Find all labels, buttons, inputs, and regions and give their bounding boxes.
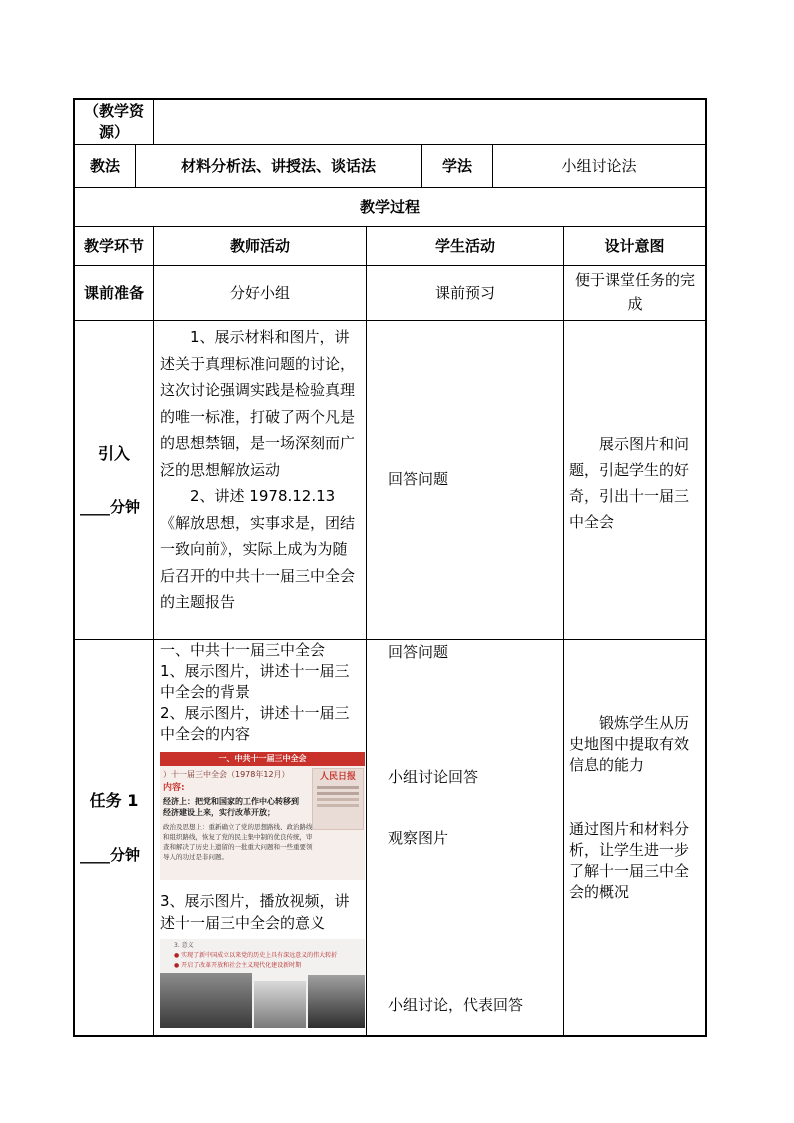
task1-teacher-line4: 3、展示图片，播放视频，讲述十一届三中全会的意义: [160, 892, 350, 932]
intro-student: 回答问题: [388, 470, 449, 488]
table-border-right: [705, 98, 707, 1037]
task1-intent2: 通过图片和材料分析，让学生进一步了解十一届三中全会的概况: [569, 820, 690, 901]
prep-stage: 课前准备: [83, 283, 144, 302]
teaching-method-label: 教法: [89, 156, 120, 175]
intro-minutes: ____分钟: [80, 498, 141, 516]
header-teacher: 教师活动: [229, 236, 290, 255]
slide1-politics: 政治及思想上：重新确立了党的思想路线、政治路线和组织路线，恢复了党的民主集中制的优良传统，审查和解决了历史上遗留的一批重大问题和一些重要领导人的功过是非问题。: [163, 823, 313, 861]
col-divider: [153, 98, 154, 144]
slide1-header: 一、中共十一届三中全会: [160, 752, 365, 766]
task1-teacher-bottom: [160, 890, 362, 934]
task1-minutes: ____分钟: [80, 846, 141, 864]
slide2-item1: ● 实现了新中国成立以来党的历史上具有深远意义的伟大转折: [174, 952, 338, 959]
slide-image-content: [160, 752, 365, 880]
newspaper-image: [312, 768, 364, 830]
table-border-bottom: [73, 1035, 707, 1037]
slide1-economy: 经济上：把党和国家的工作中心转移到经济建设上来，实行改革开放；: [163, 797, 299, 817]
learning-method-value: 小组讨论法: [561, 156, 637, 175]
col-divider: [366, 226, 367, 1036]
learning-method-label: 学法: [441, 156, 472, 175]
intro-intent: 展示图片和问题，引起学生的好奇，引出十一届三中全会: [569, 435, 690, 531]
photo-monument-icon: [254, 981, 306, 1028]
task1-student2: 小组讨论回答: [388, 768, 479, 786]
intro-teacher-p1: 1、展示材料和图片，讲述关于真理标准问题的讨论，这次讨论强调实践是检验真理的唯一标准，打破了两个凡是的思想禁锢，是一场深刻而广泛的思想解放运动: [160, 328, 356, 479]
task1-student1: 回答问题: [388, 643, 449, 661]
process-title: 教学过程: [359, 197, 420, 216]
slide1-content-label: 内容:: [163, 783, 185, 793]
header-student: 学生活动: [434, 236, 495, 255]
intro-teacher: [160, 324, 360, 616]
task1-stage: 任务 1: [89, 791, 139, 810]
task1-teacher-line3: 2、展示图片，讲述十一届三中全会的内容: [160, 704, 350, 743]
intro-teacher-p2: 2、讲述 1978.12.13《解放思想，实事求是，团结一致向前》，实际上成为为随后召开的中共十一届三中全会的主题报告: [160, 487, 356, 611]
col-divider: [563, 226, 564, 1036]
task1-teacher-line2: 1、展示图片，讲述十一届三中全会的背景: [160, 662, 350, 701]
header-intent: 设计意图: [604, 236, 665, 255]
header-stage: 教学环节: [83, 236, 144, 255]
intro-stage: 引入: [97, 444, 130, 463]
prep-student: 课前预习: [434, 283, 495, 302]
col-divider: [153, 226, 154, 1036]
table-border-top: [73, 98, 707, 100]
slide2-heading: 3. 意义: [174, 942, 194, 949]
slide2-item2: ● 开启了改革开放和社会主义现代化建设新时期: [174, 962, 302, 969]
task1-intent1: 锻炼学生从历史地图中提取有效信息的能力: [569, 714, 690, 774]
photo-people-icon: [308, 975, 365, 1028]
task1-student4: 小组讨论，代表回答: [388, 996, 524, 1014]
task1-teacher-line1: 一、中共十一届三中全会: [160, 641, 326, 659]
teaching-method-value: 材料分析法、讲授法、谈话法: [180, 156, 376, 175]
slide1-sub: ）十一届三中全会（1978年12月）: [163, 770, 290, 779]
task1-teacher-top: [160, 640, 362, 745]
newspaper-title: 人民日报: [319, 772, 356, 782]
prep-intent: 便于课堂任务的完成: [574, 271, 695, 313]
resources-label: （教学资源）: [83, 102, 144, 141]
prep-teacher: 分好小组: [229, 283, 290, 302]
row-divider: [73, 320, 707, 321]
task1-student3: 观察图片: [388, 829, 449, 847]
photo-crowd-icon: [160, 973, 252, 1028]
slide-image-significance: [160, 939, 365, 1028]
